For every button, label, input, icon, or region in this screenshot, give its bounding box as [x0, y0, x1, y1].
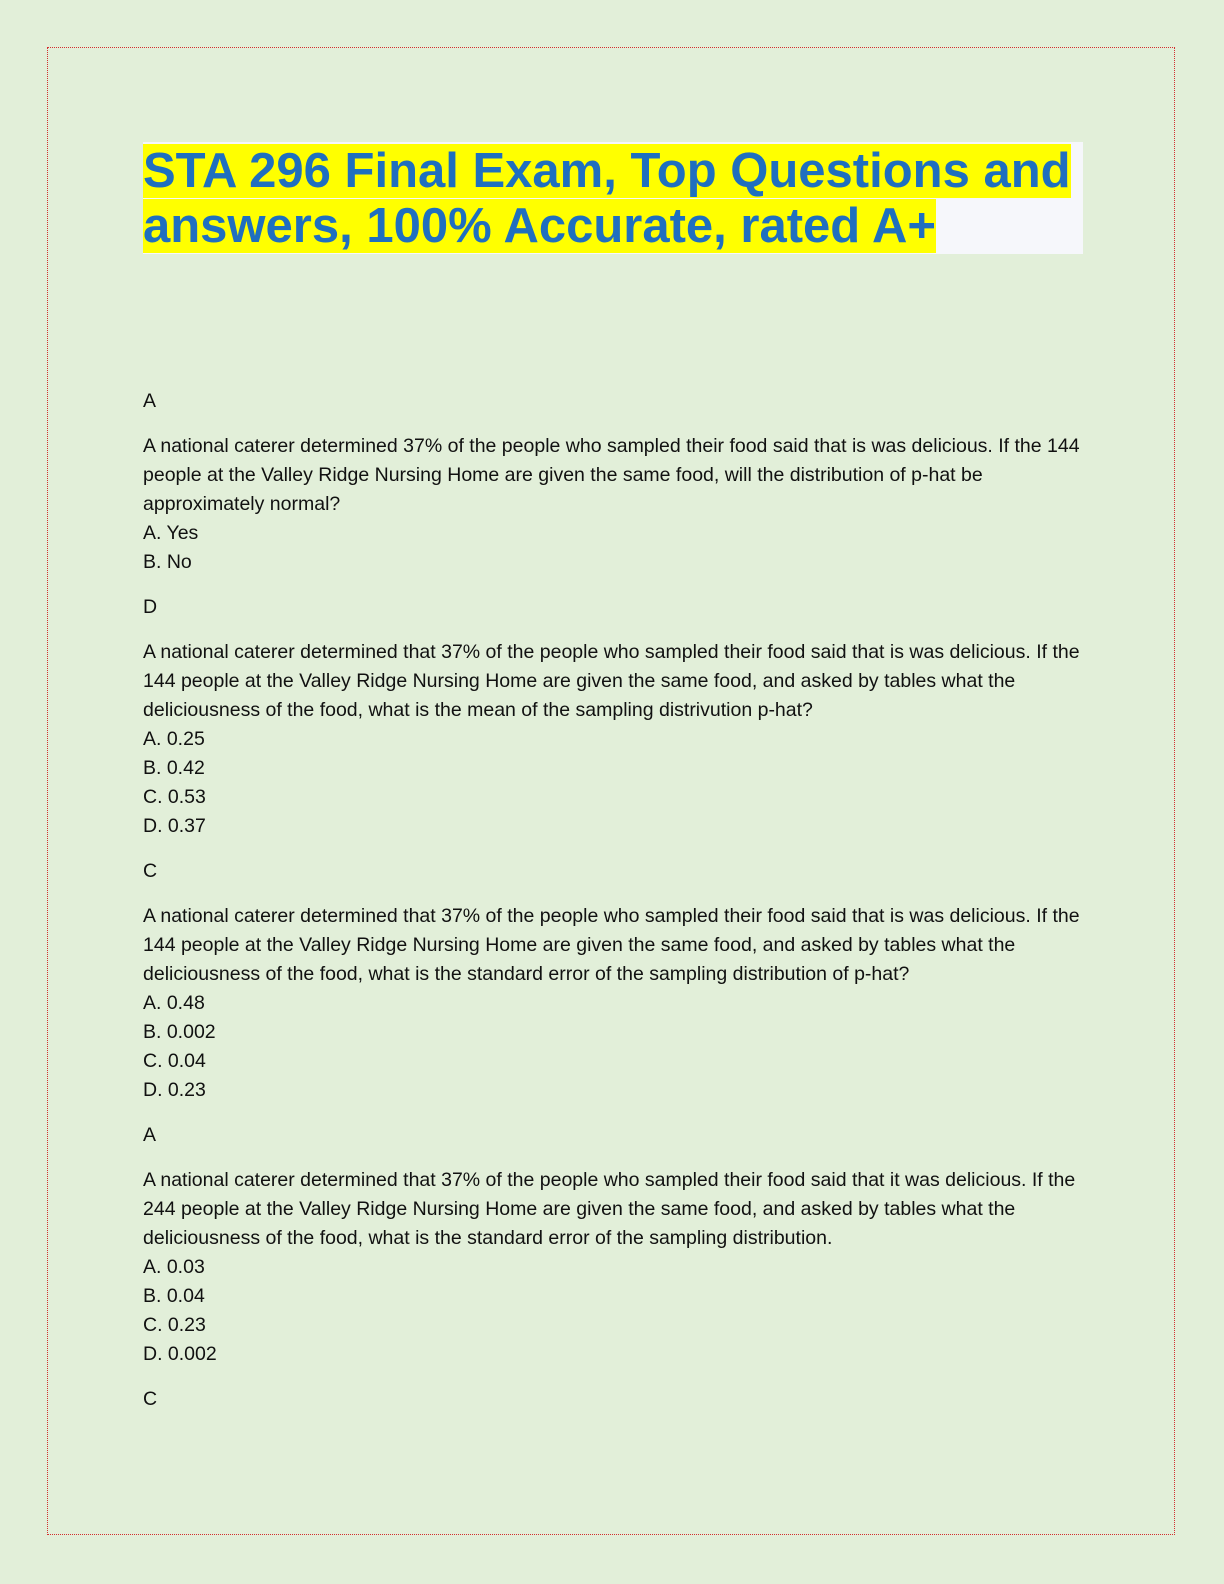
question-block — [143, 902, 1083, 1105]
document-body — [143, 387, 1083, 1414]
question-text: A national caterer determined that 37% of the people who sampled their food said that is was delicious. If the 144 people at the Valley Ridge Nursing Home are given the same food, and asked by tables what the deliciousness of the food, what is the standard error of the sampling distribution of p-hat? — [143, 905, 1080, 985]
answer-option: A. 0.03 — [143, 1256, 205, 1278]
answer-key: C — [143, 860, 158, 882]
answer-option: D. 0.37 — [143, 815, 206, 837]
answer-key: C — [143, 1388, 158, 1410]
answer-option: B. 0.42 — [143, 757, 205, 779]
question-text: A national caterer determined 37% of the people who sampled their food said that is was delicious. If the 144 people at the Valley Ridge Nursing Home are given the same food, will the distribution of p-hat be approximately normal? — [143, 435, 1080, 515]
answer-option: B. No — [143, 551, 192, 573]
answer-key: D — [143, 596, 158, 618]
answer-option: C. 0.53 — [143, 786, 206, 808]
answer-option: C. 0.23 — [143, 1314, 206, 1336]
answer-option: D. 0.23 — [143, 1079, 206, 1101]
question-text: A national caterer determined that 37% of the people who sampled their food said that it was delicious. If the 244 people at the Valley Ridge Nursing Home are given the same food, and asked by tables what the deliciousness of the food, what is the standard error of the sampling distribution. — [143, 1169, 1076, 1249]
answer-option: B. 0.002 — [143, 1021, 216, 1043]
document-title — [143, 144, 1083, 254]
answer-option: A. Yes — [143, 522, 199, 544]
title-line-2: answers, 100% Accurate, rated A+ — [143, 199, 937, 253]
title-line-1: STA 296 Final Exam, Top Questions and — [143, 144, 1071, 198]
question-text: A national caterer determined that 37% of the people who sampled their food said that is was delicious. If the 144 people at the Valley Ridge Nursing Home are given the same food, and asked by tables what the deliciousness of the food, what is the mean of the sampling distrivution p-hat? — [143, 641, 1080, 721]
answer-option: D. 0.002 — [143, 1343, 217, 1365]
answer-option: C. 0.04 — [143, 1050, 206, 1072]
answer-key: A — [143, 1124, 157, 1146]
question-block — [143, 432, 1083, 577]
answer-key: A — [143, 390, 157, 412]
question-block — [143, 638, 1083, 841]
answer-option: A. 0.25 — [143, 728, 205, 750]
answer-option: B. 0.04 — [143, 1285, 205, 1307]
question-block — [143, 1166, 1083, 1369]
answer-option: A. 0.48 — [143, 992, 205, 1014]
